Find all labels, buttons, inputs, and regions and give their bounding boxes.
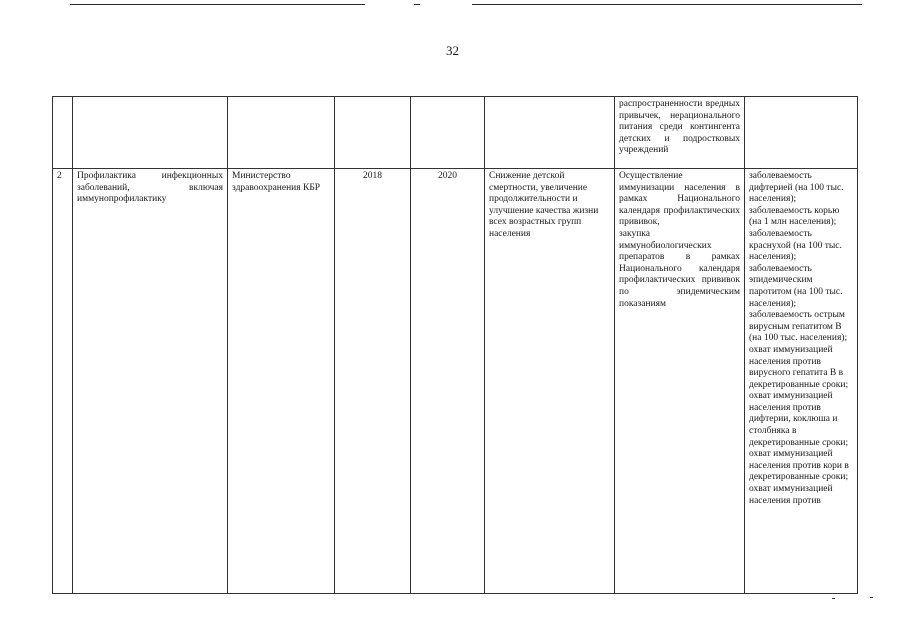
indicator-item: охват иммунизацией населения против (749, 484, 833, 506)
measure-item: Осуществление иммунизации населения в рамках Национального календаря профилактических прививок, (619, 171, 740, 228)
indicator-item: заболеваемость эпидемическим паротитом (на 100 тыс. населения); (749, 263, 843, 309)
scan-edge-line-mid (414, 4, 420, 5)
scan-edge-line-right (472, 4, 862, 5)
scan-edge-line-left (70, 4, 365, 5)
indicator-item: охват иммунизацией населения против дифтерии, коклюша и столбняка в декретированные сроки; (749, 391, 849, 448)
cell-measures-continued: распространенности вредных привычек, нерационального питания среди контингента детских и подростковых учреждений (615, 97, 745, 169)
cell-num-empty (53, 97, 73, 169)
cell-expected-result: Снижение детской смертности, увеличение продолжительности и улучшение качества жизни всех возрастных групп населения (485, 169, 615, 594)
measure-item: закупка иммунобиологических препаратов в рамках Национального календаря профилактических прививок по эпидемическим показаниям (619, 228, 740, 309)
indicator-item: охват иммунизацией населения против вирусного гепатита В в декретированные сроки; (749, 344, 849, 390)
table-row-continuation (53, 97, 858, 169)
cell-executor-empty (228, 97, 335, 169)
page-number: 32 (446, 43, 459, 58)
indicator-item: заболеваемость острым вирусным гепатитом В (на 100 тыс. населения); (749, 310, 848, 344)
cell-name-empty (73, 97, 228, 169)
indicator-item: заболеваемость дифтерией (на 100 тыс. населения); (749, 171, 844, 205)
cell-start-empty (335, 97, 411, 169)
cell-row-number: 2 (53, 169, 73, 594)
indicator-item: заболеваемость корью (на 1 млн населения); (749, 205, 840, 228)
cell-result-empty (485, 97, 615, 169)
cell-indicators (745, 169, 858, 594)
scan-mark (832, 598, 835, 599)
cell-end-year: 2020 (411, 169, 485, 594)
cell-start-year: 2018 (335, 169, 411, 594)
cell-indicators-empty (745, 97, 858, 169)
scan-mark (870, 597, 873, 598)
table-row (53, 169, 858, 594)
program-table (52, 96, 858, 594)
indicator-item: охват иммунизацией населения против кори в декретированные сроки; (749, 449, 849, 483)
cell-activity-name: Профилактика инфекционных заболеваний, включая иммунопрофилактику (73, 169, 228, 594)
cell-measures (615, 169, 745, 594)
cell-end-empty (411, 97, 485, 169)
cell-executor: Министерство здравоохранения КБР (228, 169, 335, 594)
indicator-item: заболеваемость краснухой (на 100 тыс. населения); (749, 228, 842, 263)
